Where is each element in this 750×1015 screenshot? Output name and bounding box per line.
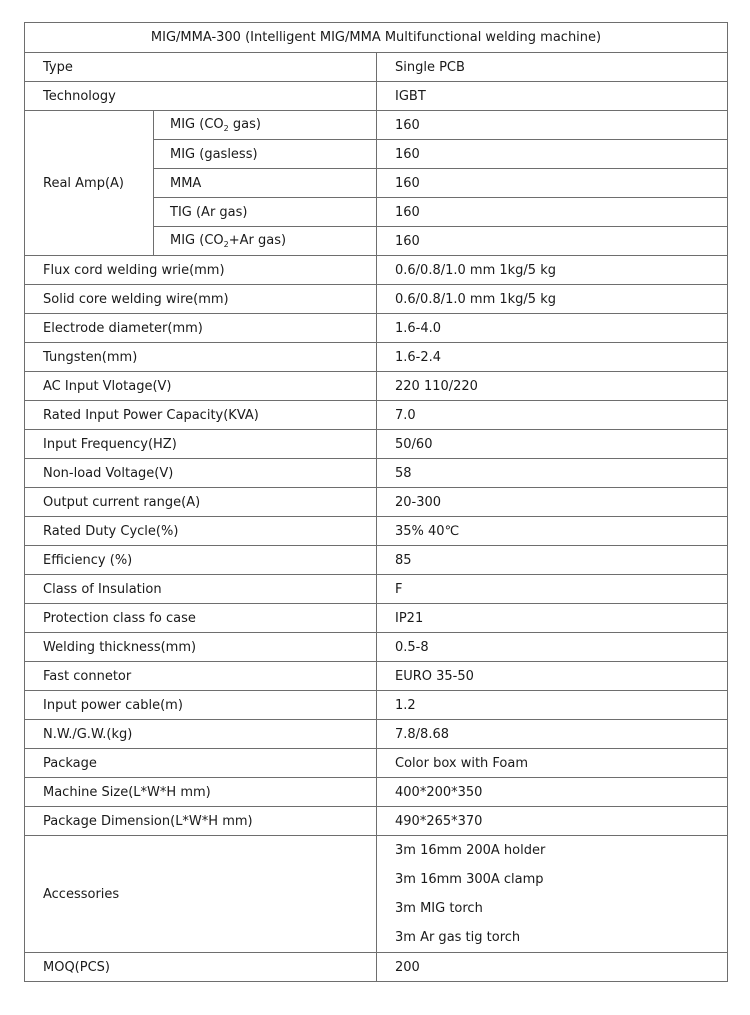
- spec-value: IGBT: [377, 82, 728, 111]
- spec-table: [24, 22, 728, 982]
- spec-label: Efficiency (%): [25, 546, 377, 575]
- spec-value: 20-300: [377, 488, 728, 517]
- moq-value: 200: [377, 953, 728, 982]
- spec-value: F: [377, 575, 728, 604]
- title-row: [25, 23, 728, 53]
- spec-label: Package Dimension(L*W*H mm): [25, 807, 377, 836]
- spec-label: Input Frequency(HZ): [25, 430, 377, 459]
- accessories-list: [377, 836, 728, 953]
- mode-label: [154, 227, 377, 256]
- spec-label: Flux cord welding wrie(mm): [25, 256, 377, 285]
- mode-label-text: gas): [228, 117, 261, 132]
- mode-value: 160: [377, 198, 728, 227]
- table-row: [25, 604, 728, 633]
- table-row: [25, 430, 728, 459]
- accessories-label: Accessories: [25, 836, 377, 953]
- mode-label: TIG (Ar gas): [154, 198, 377, 227]
- moq-label: MOQ(PCS): [25, 953, 377, 982]
- spec-label: Output current range(A): [25, 488, 377, 517]
- spec-value: 7.8/8.68: [377, 720, 728, 749]
- table-row: [25, 314, 728, 343]
- table-row: [25, 633, 728, 662]
- table-row: [25, 807, 728, 836]
- table-row: [25, 749, 728, 778]
- spec-value: IP21: [377, 604, 728, 633]
- spec-label: Machine Size(L*W*H mm): [25, 778, 377, 807]
- real-amp-label: Real Amp(A): [25, 111, 154, 256]
- accessory-item: 3m 16mm 300A clamp: [395, 872, 544, 887]
- spec-label: AC Input Vlotage(V): [25, 372, 377, 401]
- spec-value: 85: [377, 546, 728, 575]
- spec-label: Welding thickness(mm): [25, 633, 377, 662]
- mode-label: [154, 111, 377, 140]
- mode-label: MIG (gasless): [154, 140, 377, 169]
- table-row: [25, 459, 728, 488]
- table-row: [25, 285, 728, 314]
- mode-label: MMA: [154, 169, 377, 198]
- spec-value: 490*265*370: [377, 807, 728, 836]
- spec-label: Solid core welding wire(mm): [25, 285, 377, 314]
- spec-value: 0.5-8: [377, 633, 728, 662]
- spec-value: 50/60: [377, 430, 728, 459]
- subscript: 2: [223, 124, 229, 133]
- spec-value: 0.6/0.8/1.0 mm 1kg/5 kg: [377, 256, 728, 285]
- spec-value: 7.0: [377, 401, 728, 430]
- table-row: [25, 53, 728, 82]
- mode-value: 160: [377, 140, 728, 169]
- accessory-item: 3m Ar gas tig torch: [395, 930, 521, 945]
- mode-value: 160: [377, 111, 728, 140]
- spec-value: 1.6-4.0: [377, 314, 728, 343]
- spec-value: 1.6-2.4: [377, 343, 728, 372]
- mode-value: 160: [377, 227, 728, 256]
- spec-label: Rated Duty Cycle(%): [25, 517, 377, 546]
- mode-label-text: MIG (CO: [170, 117, 224, 132]
- spec-rows: [25, 256, 728, 836]
- spec-label: Class of Insulation: [25, 575, 377, 604]
- mode-value: 160: [377, 169, 728, 198]
- mode-label-text: MIG (CO: [170, 233, 224, 248]
- spec-value: 0.6/0.8/1.0 mm 1kg/5 kg: [377, 285, 728, 314]
- table-row: [25, 372, 728, 401]
- table-row: [25, 691, 728, 720]
- subscript: 2: [223, 240, 229, 249]
- table-row: [25, 256, 728, 285]
- accessory-item: 3m 16mm 200A holder: [395, 843, 546, 858]
- table-title: MIG/MMA-300 (Intelligent MIG/MMA Multifunctional welding machine): [25, 23, 728, 53]
- spec-value: 35% 40℃: [377, 517, 728, 546]
- table-row: [25, 488, 728, 517]
- spec-label: N.W./G.W.(kg): [25, 720, 377, 749]
- table-row: [25, 401, 728, 430]
- mode-label-text: +Ar gas): [228, 233, 287, 248]
- spec-label: Input power cable(m): [25, 691, 377, 720]
- spec-value: 220 110/220: [377, 372, 728, 401]
- table-row: [25, 778, 728, 807]
- real-amp-row: [25, 111, 728, 140]
- spec-label: Rated Input Power Capacity(KVA): [25, 401, 377, 430]
- spec-label: Tungsten(mm): [25, 343, 377, 372]
- spec-value: 400*200*350: [377, 778, 728, 807]
- spec-value: 58: [377, 459, 728, 488]
- spec-value: Color box with Foam: [377, 749, 728, 778]
- table-row: [25, 662, 728, 691]
- spec-value: EURO 35-50: [377, 662, 728, 691]
- accessory-item: 3m MIG torch: [395, 901, 483, 916]
- spec-label: Non-load Voltage(V): [25, 459, 377, 488]
- table-row: [25, 517, 728, 546]
- spec-label: Type: [25, 53, 377, 82]
- moq-row: [25, 953, 728, 982]
- spec-label: Technology: [25, 82, 377, 111]
- spec-label: Electrode diameter(mm): [25, 314, 377, 343]
- spec-label: Fast connetor: [25, 662, 377, 691]
- accessories-row: [25, 836, 728, 953]
- table-row: [25, 720, 728, 749]
- table-row: [25, 343, 728, 372]
- table-row: [25, 575, 728, 604]
- spec-label: Package: [25, 749, 377, 778]
- spec-value: 1.2: [377, 691, 728, 720]
- spec-label: Protection class fo case: [25, 604, 377, 633]
- table-row: [25, 82, 728, 111]
- spec-value: Single PCB: [377, 53, 728, 82]
- table-row: [25, 546, 728, 575]
